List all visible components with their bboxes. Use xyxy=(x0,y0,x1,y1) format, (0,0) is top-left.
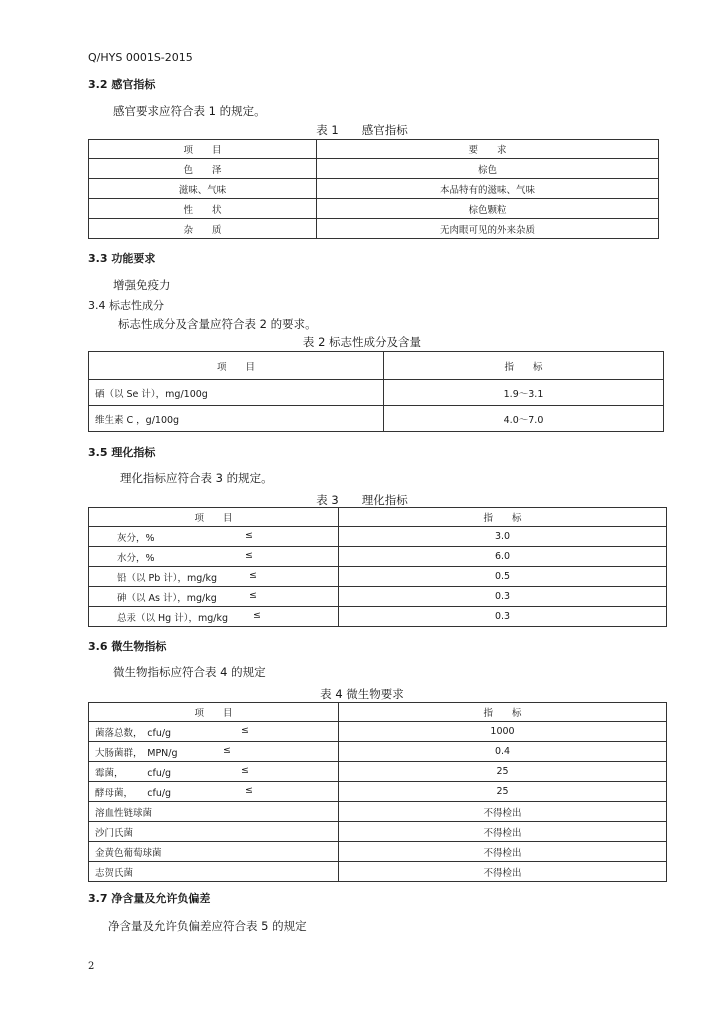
table-row xyxy=(89,199,659,219)
table-row xyxy=(89,762,667,782)
item-cell xyxy=(89,547,339,567)
table-row xyxy=(89,822,667,842)
requirement-cell: 棕色颗粒 xyxy=(317,199,659,219)
table-3-caption: 表 3 理化指标 xyxy=(316,493,408,507)
table-row xyxy=(89,159,659,179)
item-cell: 志贺氏菌 xyxy=(89,862,339,882)
value-cell: 不得检出 xyxy=(339,862,667,882)
table-4-caption: 表 4 微生物要求 xyxy=(320,687,404,701)
item-cell xyxy=(89,782,339,802)
section-3-2-title: 3.2 感官指标 xyxy=(88,78,156,91)
le-sign: ≤ xyxy=(249,570,257,581)
value-cell: 6.0 xyxy=(339,547,667,567)
table-row xyxy=(89,742,667,762)
item-cell: 维生素 C ，g/100g xyxy=(89,406,384,432)
value-cell: 25 xyxy=(339,762,667,782)
le-sign: ≤ xyxy=(249,590,257,601)
item-cell xyxy=(89,527,339,547)
value-cell: 0.4 xyxy=(339,742,667,762)
value-cell: 不得检出 xyxy=(339,802,667,822)
value-cell: 不得检出 xyxy=(339,822,667,842)
table-header-row xyxy=(89,140,659,159)
section-3-2-text: 感官要求应符合表 1 的规定。 xyxy=(113,104,266,118)
table-header-row xyxy=(89,508,667,527)
table-row xyxy=(89,406,664,432)
item-cell: 杂 质 xyxy=(89,219,317,239)
table-row xyxy=(89,802,667,822)
section-3-5-text: 理化指标应符合表 3 的规定。 xyxy=(120,471,273,485)
section-3-7-title: 3.7 净含量及允许负偏差 xyxy=(88,892,211,905)
item-name: 总汞（以 Hg 计），mg/kg xyxy=(117,612,228,624)
le-sign: ≤ xyxy=(245,530,253,541)
item-cell xyxy=(89,742,339,762)
table-1-caption: 表 1 感官指标 xyxy=(316,123,408,137)
page-number: 2 xyxy=(88,961,95,972)
value-cell: 1.9～3.1 xyxy=(384,380,664,406)
table-row xyxy=(89,179,659,199)
le-sign: ≤ xyxy=(241,765,249,776)
header-cell: 要 求 xyxy=(317,140,659,159)
header-cell: 项 目 xyxy=(89,140,317,159)
item-name: 铅（以 Pb 计），mg/kg xyxy=(117,572,218,584)
table-row xyxy=(89,527,667,547)
table-2-caption: 表 2 标志性成分及含量 xyxy=(302,335,422,349)
section-3-6-title: 3.6 微生物指标 xyxy=(88,640,167,653)
table-3 xyxy=(88,507,667,627)
item-cell: 沙门氏菌 xyxy=(89,822,339,842)
table-row xyxy=(89,782,667,802)
value-cell: 4.0～7.0 xyxy=(384,406,664,432)
item-name: 水分，% xyxy=(117,552,155,564)
table-row xyxy=(89,842,667,862)
section-3-7-text: 净含量及允许负偏差应符合表 5 的规定 xyxy=(108,919,307,933)
value-cell: 不得检出 xyxy=(339,842,667,862)
item-cell: 金黄色葡萄球菌 xyxy=(89,842,339,862)
table-header-row xyxy=(89,352,664,380)
section-3-3-title: 3.3 功能要求 xyxy=(88,252,156,265)
section-3-4-text: 标志性成分及含量应符合表 2 的要求。 xyxy=(118,317,317,331)
section-3-3-text: 增强免疫力 xyxy=(113,278,171,292)
table-header-row xyxy=(89,703,667,722)
item-cell xyxy=(89,567,339,587)
value-cell: 25 xyxy=(339,782,667,802)
table-2 xyxy=(88,351,664,432)
header-cell: 指 标 xyxy=(384,352,664,380)
table-row xyxy=(89,607,667,627)
le-sign: ≤ xyxy=(245,785,253,796)
item-name: 酵母菌， cfu/g xyxy=(95,787,172,799)
header-cell: 指 标 xyxy=(339,703,667,722)
section-3-6-text: 微生物指标应符合表 4 的规定 xyxy=(113,665,266,679)
header-cell: 项 目 xyxy=(89,352,384,380)
item-name: 砷（以 As 计），mg/kg xyxy=(117,592,217,604)
le-sign: ≤ xyxy=(223,745,231,756)
item-cell: 滋味、气味 xyxy=(89,179,317,199)
table-row xyxy=(89,722,667,742)
le-sign: ≤ xyxy=(245,550,253,561)
header-cell: 项 目 xyxy=(89,703,339,722)
table-row xyxy=(89,219,659,239)
table-row xyxy=(89,862,667,882)
table-row xyxy=(89,380,664,406)
value-cell: 0.5 xyxy=(339,567,667,587)
item-cell xyxy=(89,607,339,627)
value-cell: 0.3 xyxy=(339,587,667,607)
header-cell: 指 标 xyxy=(339,508,667,527)
value-cell: 3.0 xyxy=(339,527,667,547)
item-name: 霉菌， cfu/g xyxy=(95,767,172,779)
le-sign: ≤ xyxy=(253,610,261,621)
item-cell xyxy=(89,762,339,782)
header-cell: 项 目 xyxy=(89,508,339,527)
table-row xyxy=(89,567,667,587)
table-row xyxy=(89,587,667,607)
table-row xyxy=(89,547,667,567)
document-code: Q/HYS 0001S-2015 xyxy=(88,51,193,64)
item-cell xyxy=(89,587,339,607)
requirement-cell: 棕色 xyxy=(317,159,659,179)
item-cell xyxy=(89,722,339,742)
requirement-cell: 无肉眼可见的外来杂质 xyxy=(317,219,659,239)
value-cell: 1000 xyxy=(339,722,667,742)
item-name: 菌落总数， cfu/g xyxy=(95,727,172,739)
item-cell: 溶血性链球菌 xyxy=(89,802,339,822)
le-sign: ≤ xyxy=(241,725,249,736)
table-4 xyxy=(88,702,667,882)
section-3-5-title: 3.5 理化指标 xyxy=(88,446,156,459)
section-3-4-title: 3.4 标志性成分 xyxy=(88,299,164,312)
table-1 xyxy=(88,139,659,239)
item-cell: 性 状 xyxy=(89,199,317,219)
item-name: 大肠菌群， MPN/g xyxy=(95,747,178,759)
item-cell: 色 泽 xyxy=(89,159,317,179)
value-cell: 0.3 xyxy=(339,607,667,627)
requirement-cell: 本品特有的滋味、气味 xyxy=(317,179,659,199)
item-cell: 硒（以 Se 计），mg/100g xyxy=(89,380,384,406)
item-name: 灰分，% xyxy=(117,532,155,544)
